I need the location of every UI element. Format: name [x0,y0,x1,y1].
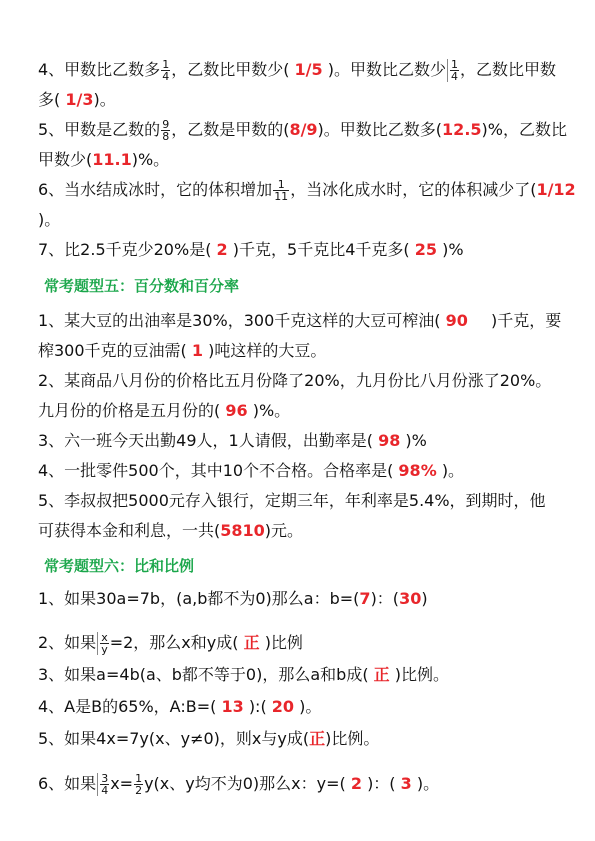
text: 2、某商品八月份的价格比五月份降了20%，九月份比八月份涨了20%。 [38,371,552,390]
answer: 正 [243,633,260,652]
answer: 3 [400,774,412,793]
text: ) [421,589,428,608]
section-heading-five: 常考题型五：百分数和百分率 [44,277,240,295]
fraction [97,632,109,655]
text: )% [405,431,427,450]
text: 4、甲数比乙数多 [38,60,161,79]
answer: 1/12 [536,180,576,199]
text: 3、如果a=4b(a、b都不等于0)，那么a和b成( [38,665,369,684]
text: 5、甲数是乙数的 [38,120,161,139]
text: )。 [93,90,116,109]
text: 2、如果 [38,633,97,652]
text: x= [110,774,134,793]
answer: 20 [271,697,295,716]
text: =2，那么x和y成( [109,633,239,652]
text: y(x、y均不为0)那么x：y=( [144,774,346,793]
text: ，当冰化成水时，它的体积减少了( [290,180,537,199]
text: 5、李叔叔把5000元存入银行，定期三年，年利率是5.4%，到期时，他 [38,491,546,510]
s5-problem-1-line-1 [38,310,561,332]
answer: 30 [399,589,422,608]
fraction [161,119,170,142]
answer: 7 [359,589,371,608]
text: )。 [38,210,61,229]
text: )。 [299,697,322,716]
denominator: 11 [274,190,289,203]
numerator: 1 [162,58,170,71]
text: ，乙数是甲数的( [171,120,290,139]
fraction [134,773,143,796]
text: )比例 [264,633,303,652]
text: )比例。 [394,665,450,684]
s6-problem-1-line [38,588,428,610]
s6-problem-3-line [38,664,449,686]
fraction [447,59,459,82]
text: 榨300千克的豆油需( [38,341,187,360]
s5-problem-2-line-1 [38,370,551,392]
text: )。甲数比乙数多( [317,120,443,139]
s5-problem-1-line-2 [38,340,326,362]
s6-problem-2-line [38,632,303,655]
answer: 13 [221,697,244,716]
problem-6-line-2 [38,209,60,231]
answer: 8/9 [289,120,318,139]
text: ，乙数比甲数 [459,60,556,79]
denominator: y [101,643,108,656]
answer: 1 [191,341,204,360]
text: )%。 [131,150,170,169]
numerator: 1 [277,178,285,191]
text: 5、如果4x=7y(x、y≠0)，则x与y成( [38,729,310,748]
s5-problem-5-line-2 [38,520,303,542]
text: )千克，要 [490,311,562,330]
answer: 90 [445,311,468,330]
text: )%，乙数比 [481,120,567,139]
fraction [273,179,289,202]
answer: 25 [414,240,437,259]
answer: 96 [225,401,248,420]
text: 4、A是B的65%，A:B=( [38,697,217,716]
s6-problem-6-line [38,773,439,796]
text: 多( [38,90,61,109]
text: 甲数少( [38,150,93,169]
problem-6-line-1 [38,179,576,202]
problem-4-line-2 [38,89,116,111]
numerator: 9 [162,118,170,131]
s5-problem-3-line [38,430,427,452]
answer: 98 [378,431,401,450]
problem-7-line [38,239,464,261]
text: 7、比2.5千克少20%是( [38,240,212,259]
text: )：( [370,589,400,608]
text: 可获得本金和利息，一共( [38,521,221,540]
problem-4-line-1 [38,59,556,82]
numerator: x [101,631,108,644]
text: )元。 [264,521,304,540]
fraction [161,59,170,82]
numerator: 1 [450,58,458,71]
answer: 1/5 [294,60,323,79]
text: )。 [416,774,440,793]
text: 6、当水结成冰时，它的体积增加 [38,180,273,199]
answer: 正 [309,729,326,748]
text: ):( [248,697,267,716]
s6-problem-4-line [38,696,321,718]
answer: 12.5 [442,120,482,139]
text: )。 [441,461,465,480]
text: )。甲数比乙数少 [327,60,446,79]
s6-problem-5-line [38,728,379,750]
answer: 1/3 [65,90,94,109]
denominator: 8 [162,130,170,143]
numerator: 1 [135,772,143,785]
answer: 正 [373,665,390,684]
text: )%。 [252,401,291,420]
text: 4、一批零件500个，其中10个不合格。合格率是( [38,461,394,480]
problem-5-line-2 [38,149,169,171]
denominator: 2 [135,784,143,797]
text: )吨这样的大豆。 [208,341,327,360]
numerator: 3 [101,772,109,785]
answer: 11.1 [92,150,132,169]
text: )：( [367,774,396,793]
s5-problem-5-line-1 [38,490,546,512]
text: 九月份的价格是五月份的( [38,401,221,420]
denominator: 4 [450,70,458,83]
answer: 5810 [220,521,265,540]
denominator: 4 [101,784,109,797]
denominator: 4 [162,70,170,83]
section-heading-six: 常考题型六：比和比例 [44,557,195,575]
answer: 98% [398,461,437,480]
text: 1、某大豆的出油率是30%，300千克这样的大豆可榨油( [38,311,441,330]
s5-problem-2-line-2 [38,400,290,422]
text: )比例。 [325,729,380,748]
answer: 2 [350,774,362,793]
s5-problem-4-line [38,460,464,482]
text: 3、六一班今天出勤49人，1人请假，出勤率是( [38,431,373,450]
text: 1、如果30a=7b，(a,b都不为0)那么a：b=( [38,589,360,608]
text: ，乙数比甲数少( [171,60,290,79]
problem-5-line-1 [38,119,567,142]
answer: 2 [216,240,228,259]
text: )% [442,240,464,259]
fraction [97,773,109,796]
text: )千克，5千克比4千克多( [232,240,410,259]
text: 6、如果 [38,774,97,793]
